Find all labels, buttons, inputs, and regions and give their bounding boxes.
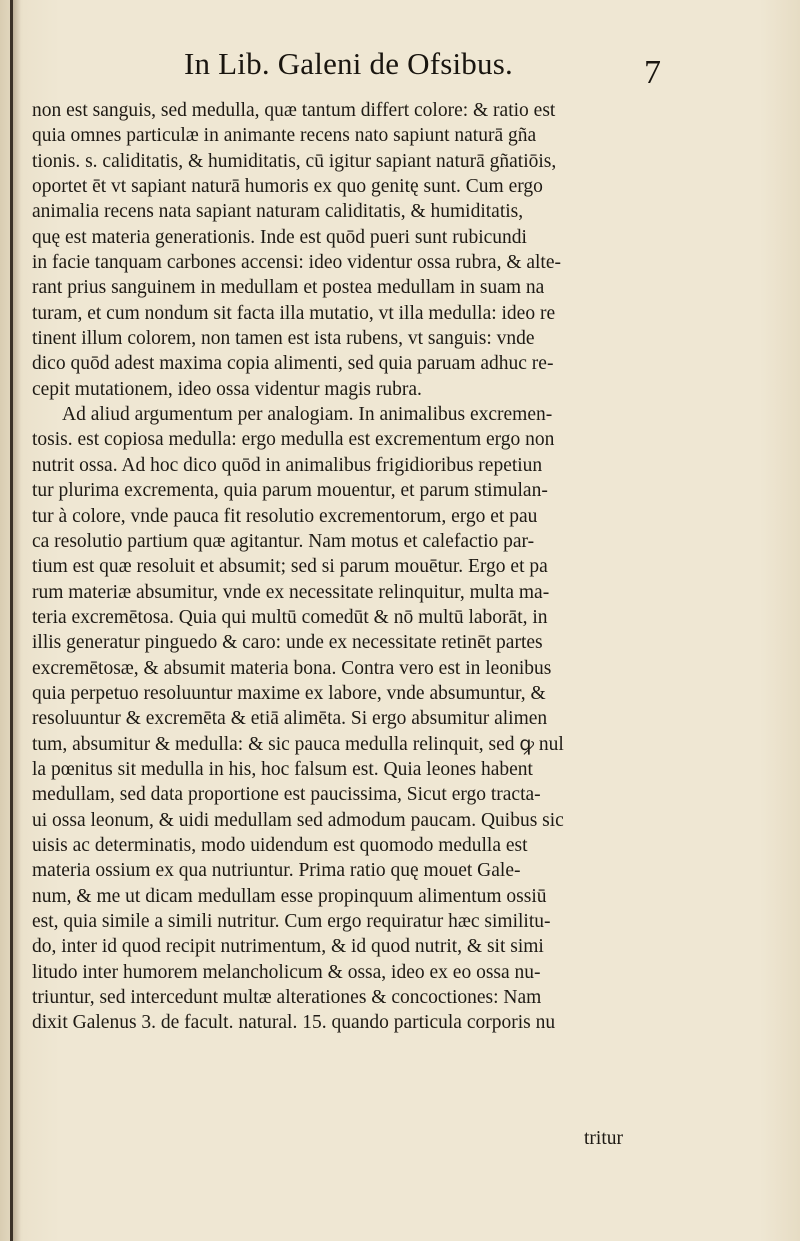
text-line: tum, absumitur & medulla: & sic pauca medulla relinquit, sed ꝙ nul — [32, 733, 564, 755]
text-line: cepit mutationem, ideo ossa videntur magis rubra. — [32, 378, 422, 400]
text-line: medullam, sed data proportione est paucissima, Sicut ergo tracta- — [32, 784, 541, 806]
text-line: num, & me ut dicam medullam esse propinquum alimentum ossiū — [32, 885, 547, 907]
text-line: materia ossium ex qua nutriuntur. Prima ratio quę mouet Gale- — [32, 860, 521, 882]
text-line: tionis. s. caliditatis, & humiditatis, cū igitur sapiant naturā gñatiōis, — [32, 150, 557, 172]
text-line: in facie tanquam carbones accensi: ideo videntur ossa rubra, & alte- — [32, 252, 561, 274]
page-number: 7 — [644, 54, 661, 91]
text-line: quia omnes particulæ in animante recens nato sapiunt naturā gña — [32, 125, 537, 147]
catchword: tritur — [584, 1128, 623, 1149]
running-head: In Lib. Galeni de Ofsibus. — [184, 46, 513, 81]
text-line: tur plurima excrementa, quia parum mouentur, et parum stimulan- — [32, 480, 548, 502]
text-line: est, quia simile a simili nutritur. Cum ergo requiratur hæc similitu- — [32, 911, 551, 932]
text-line: tosis. est copiosa medulla: ergo medulla est excrementum ergo non — [32, 429, 555, 451]
text-line: dixit Galenus 3. de facult. natural. 15. quando particula corporis nu — [32, 1012, 556, 1034]
text-line: tium est quæ resoluit et absumit; sed si parum mouētur. Ergo et pa — [32, 556, 548, 578]
binding-gutter-shadow — [13, 0, 21, 1241]
paragraph-first-line: Ad aliud argumentum per analogiam. In animalibus excremen- — [62, 404, 553, 426]
text-line: ca resolutio partium quæ agitantur. Nam motus et calefactio par- — [32, 530, 535, 552]
text-line: quia perpetuo resoluuntur maxime ex labore, vnde absumuntur, & — [32, 682, 546, 704]
text-line: dico quōd adest maxima copia alimenti, sed quia paruam adhuc re- — [32, 353, 554, 375]
main-text-block — [32, 98, 672, 1036]
text-line: illis generatur pinguedo & caro: unde ex necessitate retinēt partes — [32, 632, 543, 654]
text-line: rum materiæ absumitur, vnde ex necessitate relinquitur, multa ma- — [32, 581, 550, 603]
text-line: turam, et cum nondum sit facta illa mutatio, vt illa medulla: ideo re — [32, 302, 556, 324]
text-line: resoluuntur & excremēta & etiā alimēta. Si ergo absumitur alimen — [32, 708, 548, 730]
text-line: teria excremētosa. Quia qui multū comedūt & nō multū laborāt, in — [32, 606, 548, 628]
text-line: tinent illum colorem, non tamen est ista rubens, vt sanguis: vnde — [32, 328, 535, 350]
text-line: triuntur, sed intercedunt multæ alterationes & concoctiones: Nam — [32, 987, 542, 1009]
text-line: do, inter id quod recipit nutrimentum, & id quod nutrit, & sit simi — [32, 936, 544, 958]
text-line: tur à colore, vnde pauca fit resolutio excrementorum, ergo et pau — [32, 505, 538, 527]
text-line: litudo inter humorem melancholicum & ossa, ideo ex eo ossa nu- — [32, 961, 541, 983]
text-line: oportet ēt vt sapiant naturā humoris ex quo genitę sunt. Cum ergo — [32, 176, 543, 198]
text-line: rant prius sanguinem in medullam et postea medullam in suam na — [32, 277, 545, 299]
text-line: excremētosæ, & absumit materia bona. Contra vero est in leonibus — [32, 657, 552, 679]
text-line: quę est materia generationis. Inde est quōd pueri sunt rubicundi — [32, 226, 527, 248]
text-line: uisis ac determinatis, modo uidendum est quomodo medulla est — [32, 834, 528, 856]
text-line: non est sanguis, sed medulla, quæ tantum differt colore: & ratio est — [32, 100, 556, 121]
text-line: la pœnitus sit medulla in his, hoc falsum est. Quia leones habent — [32, 758, 533, 780]
text-line: animalia recens nata sapiant naturam caliditatis, & humiditatis, — [32, 201, 524, 223]
text-line: ui ossa leonum, & uidi medullam sed admodum paucam. Quibus sic — [32, 809, 564, 831]
text-line: nutrit ossa. Ad hoc dico quōd in animalibus frigidioribus repetiun — [32, 454, 543, 476]
